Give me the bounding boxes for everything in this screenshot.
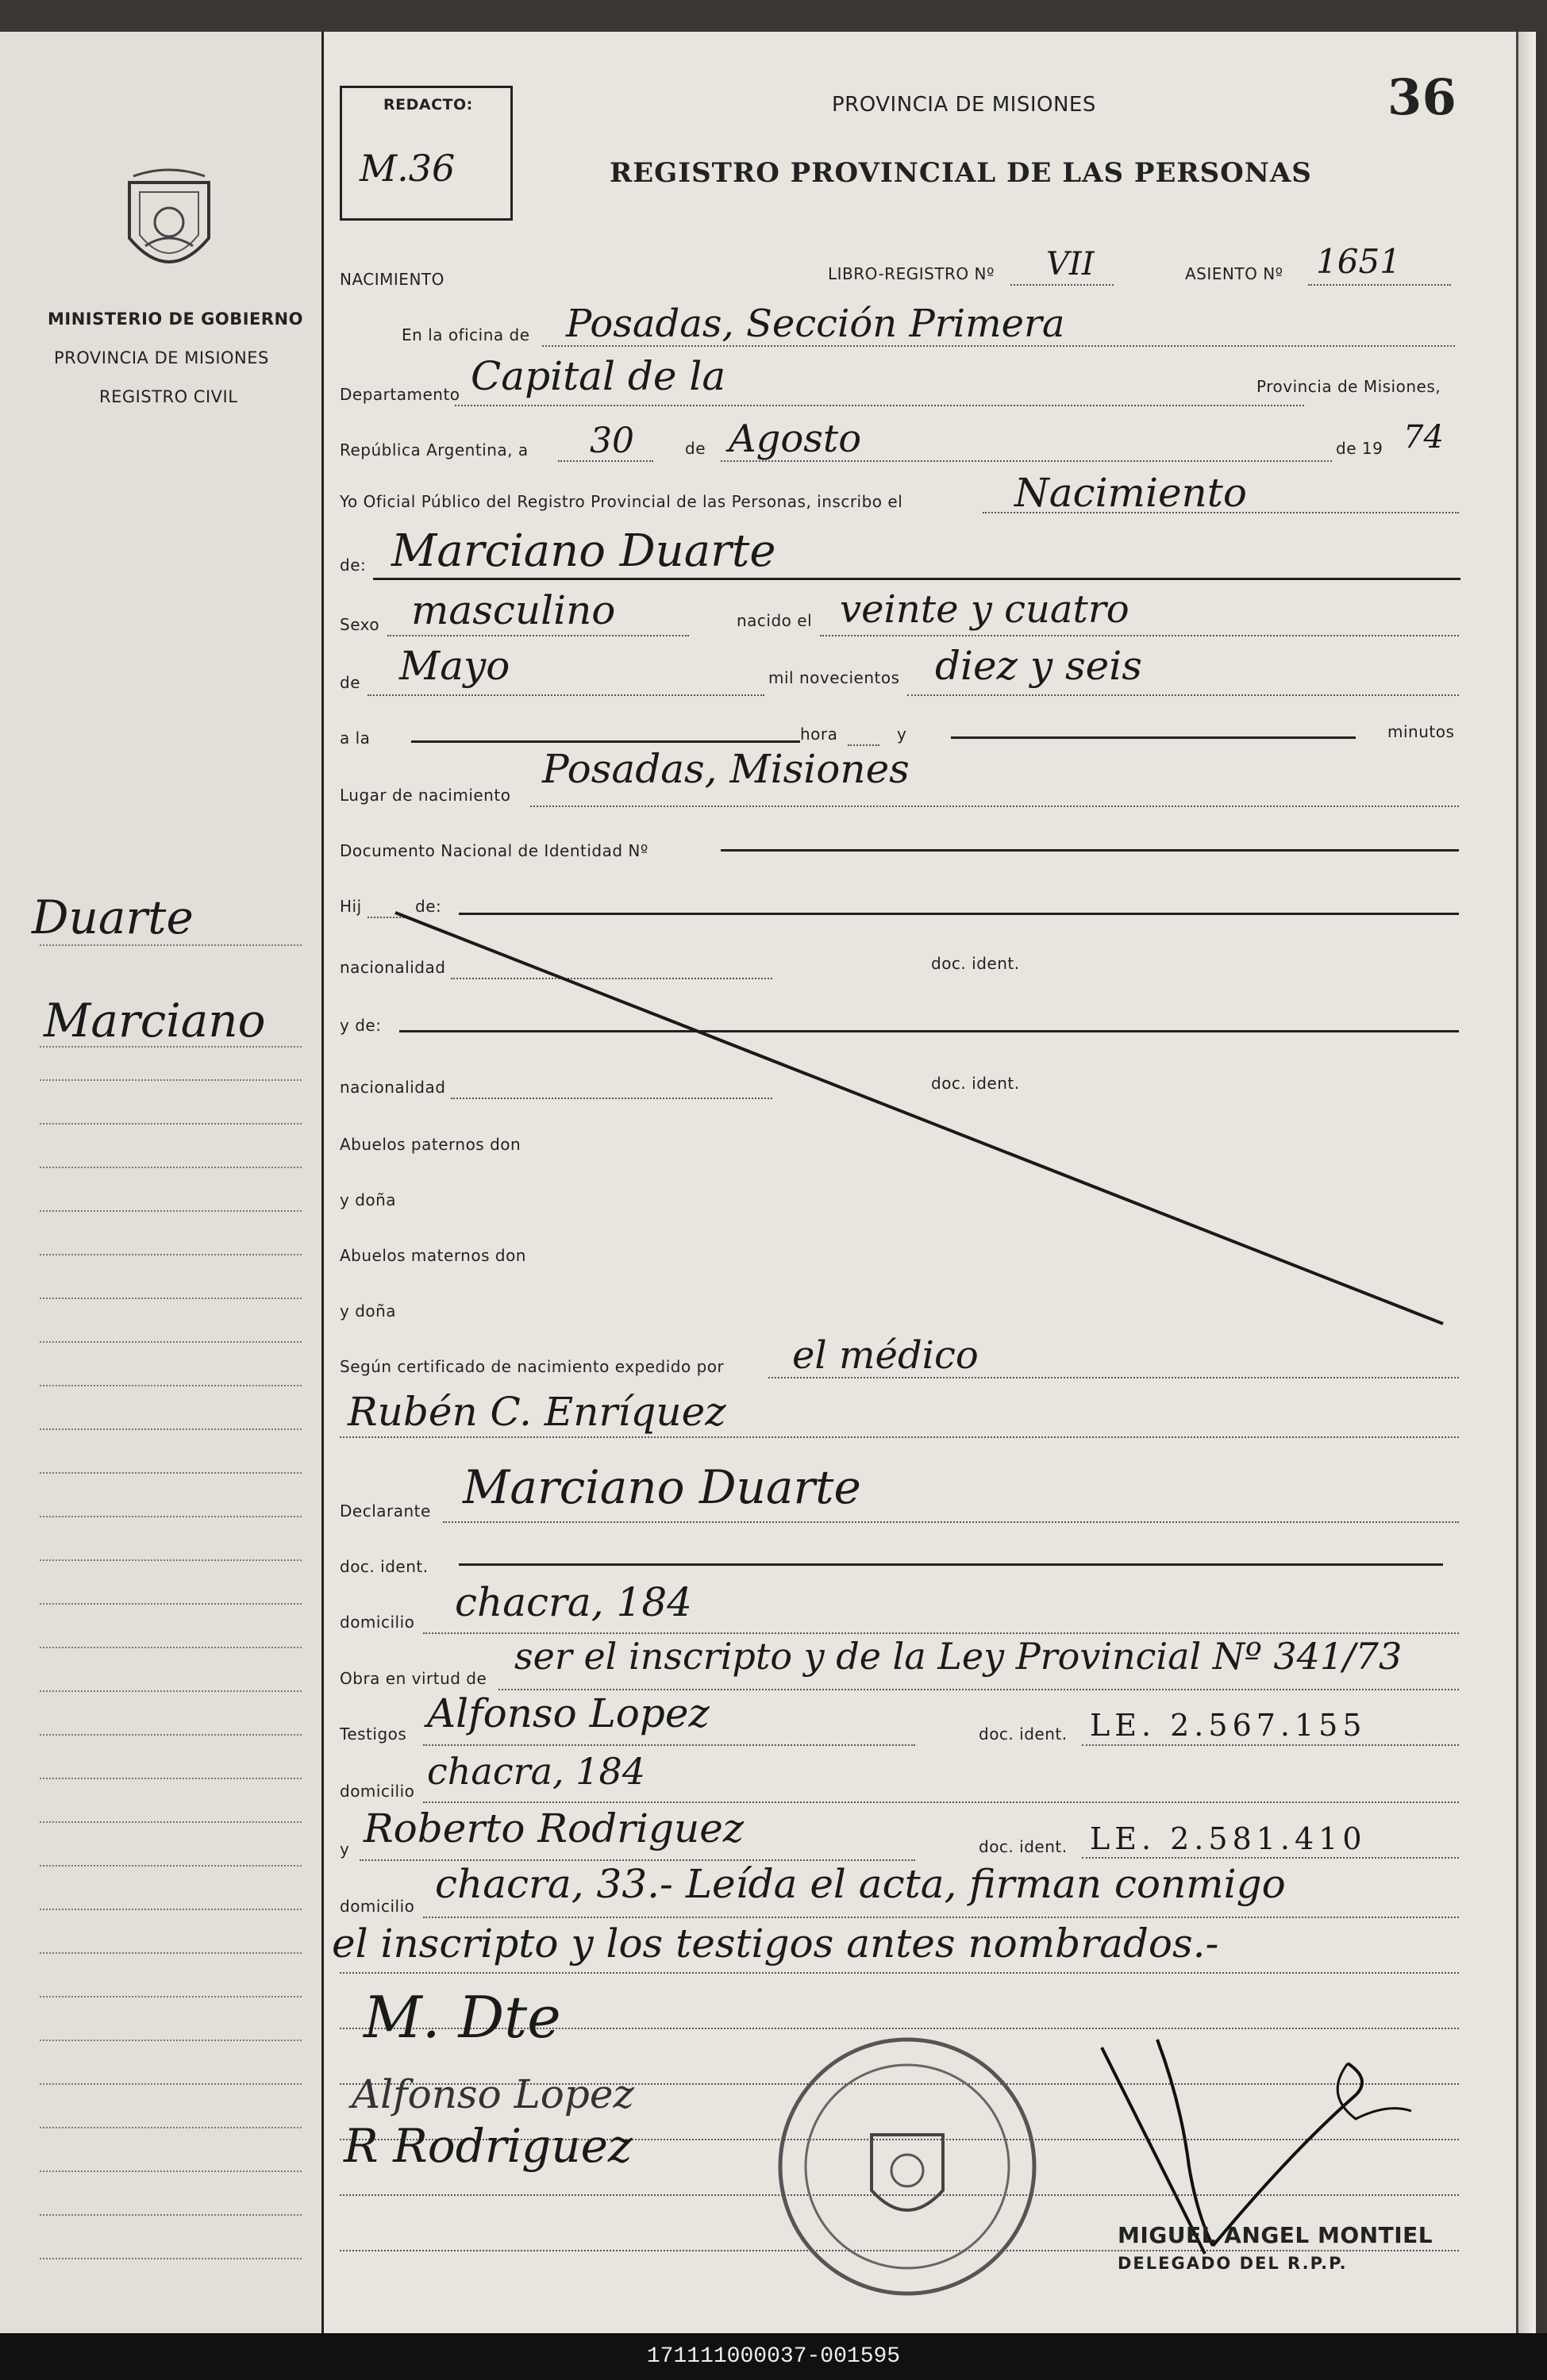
provincia-label: Provincia de Misiones,	[1256, 377, 1441, 396]
domicilio-1-value: chacra, 184	[455, 1579, 692, 1625]
margin-line	[40, 2127, 302, 2128]
dotted-line	[368, 694, 764, 696]
domicilio-2-value: chacra, 184	[427, 1750, 646, 1793]
declarante-docident-label: doc. ident.	[340, 1557, 429, 1576]
de-mes-label: de	[340, 673, 360, 692]
margin-line	[40, 1690, 302, 1692]
margin-line	[40, 1516, 302, 1517]
dotted-line	[387, 635, 689, 636]
republica-label: República Argentina, a	[340, 440, 529, 459]
ala-label: a la	[340, 729, 371, 748]
dotted-line	[820, 635, 1459, 636]
testigos-label: Testigos	[340, 1724, 407, 1744]
dotted-line	[340, 1972, 1459, 1974]
margin-line	[40, 2214, 302, 2216]
margin-line	[40, 1909, 302, 1910]
dia-value: 30	[590, 421, 634, 461]
sexo-label: Sexo	[340, 615, 380, 634]
departamento-label: Departamento	[340, 385, 460, 404]
solid-line	[721, 849, 1459, 852]
segun-label: Según certificado de nacimiento expedido por	[340, 1357, 725, 1376]
margin-line	[40, 1428, 302, 1430]
dotted-line	[423, 1917, 1459, 1918]
dotted-line	[530, 806, 1459, 807]
header-province: PROVINCIA DE MISIONES	[832, 93, 1096, 117]
margin-line	[40, 1341, 302, 1343]
margin-province: PROVINCIA DE MISIONES	[54, 348, 269, 367]
official-stamp-icon	[772, 2032, 1042, 2301]
margin-line	[40, 1865, 302, 1867]
nacionalidad-1-label: nacionalidad	[340, 958, 446, 977]
mes-value: Agosto	[729, 417, 862, 461]
redacto-label: REDACTO:	[383, 96, 473, 113]
dotted-line	[907, 694, 1459, 696]
margin-surname: Duarte	[32, 890, 194, 944]
obra-value: ser el inscripto y de la Ley Provincial Nº 341/73	[514, 1635, 1403, 1678]
margin-line	[40, 1647, 302, 1648]
page-number: 36	[1387, 68, 1457, 126]
hora-label: hora	[800, 725, 838, 744]
margin-line	[40, 2170, 302, 2172]
testigo-2-docident-label: doc. ident.	[979, 1837, 1068, 1856]
margin-line	[40, 944, 302, 946]
mes-nac-value: Mayo	[399, 643, 510, 689]
dotted-line	[423, 1632, 1459, 1634]
abuelos-maternos-label: Abuelos maternos don	[340, 1246, 526, 1265]
margin-line	[40, 1298, 302, 1299]
header-title: REGISTRO PROVINCIAL DE LAS PERSONAS	[610, 157, 1312, 189]
oficina-value: Posadas, Sección Primera	[566, 302, 1065, 346]
obra-label: Obra en virtud de	[340, 1669, 487, 1688]
footer-bar	[0, 2333, 1547, 2380]
inscribo-value: Nacimiento	[1014, 470, 1247, 516]
main-column	[324, 32, 1530, 2333]
dotted-line	[423, 1801, 1459, 1803]
libro-value: VII	[1046, 246, 1095, 283]
declarante-label: Declarante	[340, 1501, 431, 1521]
margin-line	[40, 1952, 302, 1954]
margin-line	[40, 1385, 302, 1386]
margin-line	[40, 2040, 302, 2041]
oficina-label: En la oficina de	[402, 325, 530, 344]
dni-label: Documento Nacional de Identidad Nº	[340, 841, 648, 860]
mil-label: mil novecientos	[768, 668, 900, 687]
document-code: 171111000037-001595	[646, 2344, 901, 2369]
nacimiento-label: NACIMIENTO	[340, 270, 444, 289]
dotted-line	[340, 1436, 1459, 1438]
domicilio-1-label: domicilio	[340, 1613, 415, 1632]
margin-line	[40, 2083, 302, 2085]
hij-de-label: de:	[415, 897, 442, 916]
departamento-value: Capital de la	[471, 353, 726, 399]
docident-2-label: doc. ident.	[931, 1074, 1020, 1093]
testigo-1-value: Alfonso Lopez	[427, 1690, 710, 1736]
lugar-label: Lugar de nacimiento	[340, 786, 511, 805]
margin-line	[40, 1821, 302, 1823]
margin-line	[40, 1778, 302, 1779]
nacionalidad-2-label: nacionalidad	[340, 1078, 446, 1097]
margin-given-name: Marciano	[44, 994, 266, 1048]
lugar-value: Posadas, Misiones	[542, 746, 910, 792]
page-edge	[1516, 32, 1536, 2333]
margin-registry: REGISTRO CIVIL	[99, 387, 238, 406]
margin-line	[40, 1472, 302, 1474]
yde-label: y de:	[340, 1016, 382, 1035]
ministry-heading: MINISTERIO DE GOBIERNO	[48, 310, 303, 329]
margin-line	[40, 1734, 302, 1736]
ydona-2-label: y doña	[340, 1302, 397, 1321]
official-title: DELEGADO DEL R.P.P.	[1118, 2254, 1348, 2273]
official-name: MIGUEL ANGEL MONTIEL	[1118, 2222, 1433, 2248]
testigo-2-docident-value: LE. 2.581.410	[1090, 1821, 1367, 1856]
medico-value: Rubén C. Enríquez	[348, 1389, 726, 1435]
register-page	[0, 32, 1536, 2333]
y-label: y	[897, 725, 907, 744]
margin-line	[40, 1996, 302, 1997]
redacto-box	[340, 86, 513, 221]
de-nombre-label: de:	[340, 556, 367, 575]
libro-label: LIBRO-REGISTRO Nº	[828, 264, 995, 283]
closing-value: el inscripto y los testigos antes nombrados.-	[332, 1921, 1219, 1967]
nombre-value: Marciano Duarte	[391, 525, 776, 577]
nacido-value: veinte y cuatro	[840, 587, 1129, 632]
testigo-2-value: Roberto Rodriguez	[364, 1805, 745, 1851]
testigo-1-docident-value: LE. 2.567.155	[1090, 1708, 1367, 1743]
docident-1-label: doc. ident.	[931, 954, 1020, 973]
margin-line	[40, 1603, 302, 1605]
asiento-label: ASIENTO Nº	[1185, 264, 1283, 283]
province-seal-icon	[117, 167, 221, 286]
anio-value: 74	[1403, 419, 1444, 456]
domicilio-3-label: domicilio	[340, 1897, 415, 1916]
de19-label: de 19	[1336, 439, 1383, 458]
signature-testigo-1: Alfonso Lopez	[352, 2071, 634, 2117]
dotted-line	[1010, 284, 1114, 286]
mil-value: diez y seis	[935, 643, 1142, 689]
margin-line	[40, 1046, 302, 1048]
testigo-1-docident-label: doc. ident.	[979, 1724, 1068, 1744]
margin-line	[40, 1123, 302, 1125]
abuelos-paternos-label: Abuelos paternos don	[340, 1135, 521, 1154]
solid-line	[411, 740, 800, 743]
margin-line	[40, 1254, 302, 1255]
domicilio-2-label: domicilio	[340, 1782, 415, 1801]
de-label: de	[685, 439, 706, 458]
declarante-value: Marciano Duarte	[463, 1460, 861, 1514]
oficial-label: Yo Oficial Público del Registro Provincial de las Personas, inscribo el	[340, 492, 903, 511]
asiento-value: 1651	[1316, 242, 1401, 281]
dotted-line	[1082, 1857, 1459, 1859]
sexo-value: masculino	[411, 587, 616, 633]
redacto-value: M.36	[360, 147, 456, 190]
signature-inscripto: M. Dte	[364, 1984, 561, 2051]
margin-line	[40, 1210, 302, 1212]
strike-line	[387, 905, 1451, 1333]
ydona-1-label: y doña	[340, 1190, 397, 1209]
dotted-line	[443, 1521, 1459, 1523]
dotted-line	[1308, 284, 1451, 286]
solid-line	[459, 1563, 1443, 1566]
margin-line	[40, 1559, 302, 1561]
y-testigo-label: y	[340, 1840, 350, 1859]
solid-line	[951, 736, 1356, 739]
domicilio-3-value: chacra, 33.- Leída el acta, firman conmigo	[435, 1861, 1286, 1907]
solid-line	[373, 578, 1460, 580]
dotted-line	[455, 405, 1304, 406]
signature-testigo-2: R Rodriguez	[344, 2119, 633, 2173]
minutos-label: minutos	[1387, 722, 1455, 741]
margin-column	[0, 32, 324, 2333]
segun-value: el médico	[792, 1333, 979, 1378]
hij-label: Hij	[340, 897, 362, 916]
dotted-line	[1082, 1744, 1459, 1746]
margin-line	[40, 1079, 302, 1081]
dotted-line	[423, 1744, 915, 1746]
nacido-label: nacido el	[737, 611, 813, 630]
margin-line	[40, 2258, 302, 2259]
margin-line	[40, 1167, 302, 1168]
